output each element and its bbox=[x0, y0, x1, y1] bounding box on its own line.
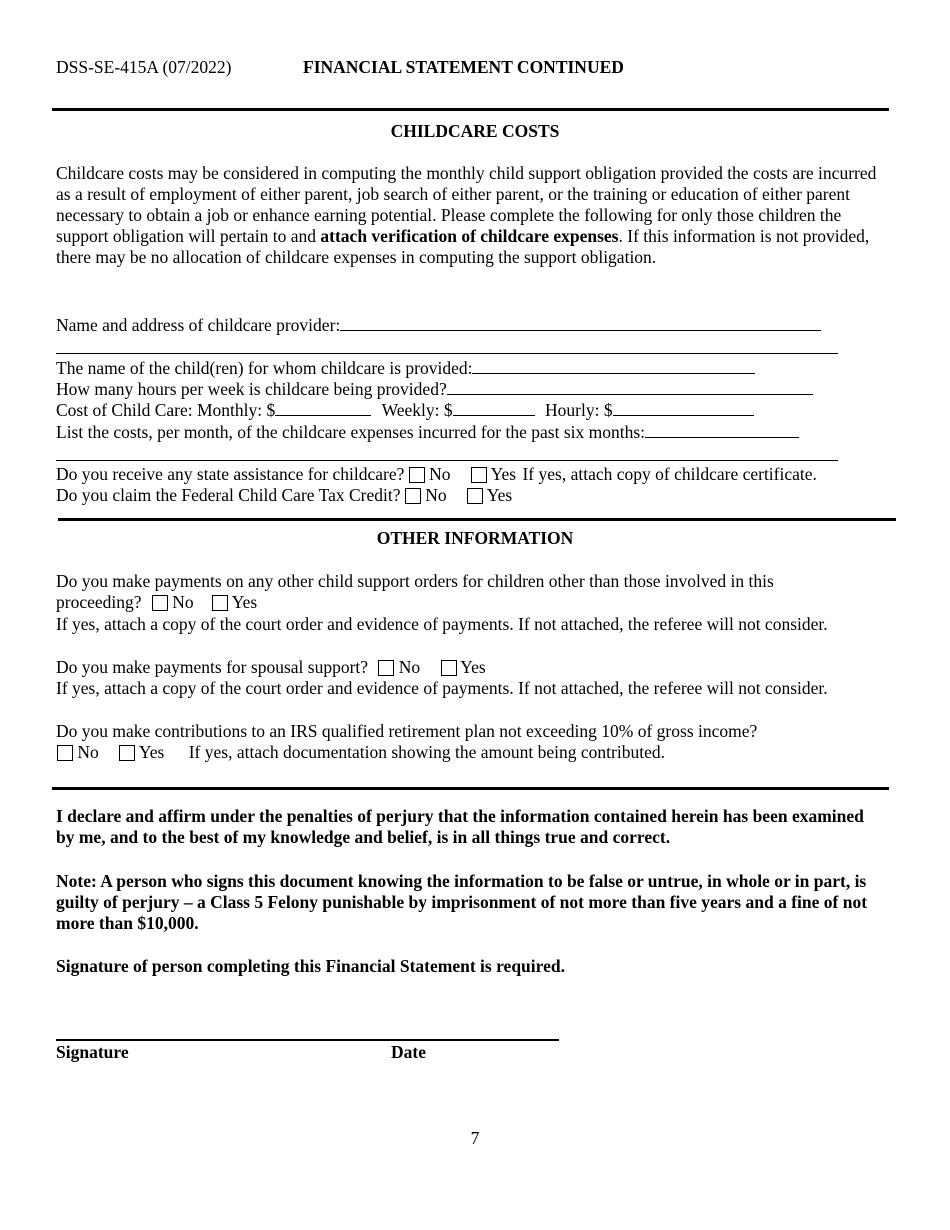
tax-credit-row bbox=[56, 485, 512, 506]
childcare-intro bbox=[56, 163, 886, 268]
spousal-note: If yes, attach a copy of the court order and evidence of payments. If not attached, the referee will not consider. bbox=[56, 678, 828, 698]
spousal-yes-checkbox[interactable] bbox=[441, 660, 457, 676]
six-months-field[interactable] bbox=[645, 421, 799, 438]
signature-label: Signature bbox=[56, 1042, 129, 1062]
six-months-row bbox=[56, 421, 799, 443]
perjury-affirmation: I declare and affirm under the penalties of perjury that the information contained herein has been examined by me, and to the best of my knowledge and belief, is in all things true and correct. bbox=[56, 806, 864, 847]
tax-credit-yes-checkbox[interactable] bbox=[467, 488, 483, 504]
other-orders-yes-checkbox[interactable] bbox=[212, 595, 228, 611]
signature-required-text: Signature of person completing this Financial Statement is required. bbox=[56, 956, 565, 976]
form-id: DSS-SE-415A (07/2022) bbox=[56, 57, 232, 77]
tax-credit-question: Do you claim the Federal Child Care Tax Credit? bbox=[56, 485, 401, 505]
state-assistance-no-checkbox[interactable] bbox=[409, 467, 425, 483]
hours-row bbox=[56, 378, 813, 400]
cost-row bbox=[56, 399, 754, 421]
state-assistance-note: If yes, attach copy of childcare certificate. bbox=[522, 464, 817, 484]
hourly-cost-field[interactable] bbox=[613, 399, 754, 416]
state-assistance-yes-label: Yes bbox=[490, 464, 517, 484]
provider-label: Name and address of childcare provider: bbox=[56, 315, 341, 335]
date-label: Date bbox=[391, 1042, 426, 1062]
retirement-question: Do you make contributions to an IRS qualified retirement plan not exceeding 10% of gross income? bbox=[56, 721, 758, 741]
other-info-divider bbox=[52, 787, 889, 790]
weekly-label: Weekly: $ bbox=[381, 400, 453, 420]
state-assistance-yes-checkbox[interactable] bbox=[471, 467, 487, 483]
tax-credit-yes-label: Yes bbox=[486, 485, 513, 505]
children-label: The name of the child(ren) for whom childcare is provided: bbox=[56, 358, 473, 378]
retirement-no-label: No bbox=[77, 742, 99, 762]
provider-row bbox=[56, 314, 821, 336]
other-orders-question-end: proceeding? bbox=[56, 592, 142, 612]
other-orders-row bbox=[56, 592, 257, 613]
other-orders-no-label: No bbox=[172, 592, 194, 612]
provider-field[interactable] bbox=[340, 314, 821, 331]
retirement-yes-label: Yes bbox=[138, 742, 165, 762]
retirement-note: If yes, attach documentation showing the amount being contributed. bbox=[188, 742, 665, 762]
childcare-intro-bold: attach verification of childcare expenses bbox=[320, 226, 619, 246]
state-assistance-question: Do you receive any state assistance for childcare? bbox=[56, 464, 405, 484]
childcare-heading: CHILDCARE COSTS bbox=[390, 121, 560, 141]
header-divider bbox=[52, 108, 889, 111]
other-orders-no-checkbox[interactable] bbox=[152, 595, 168, 611]
six-months-field-line2[interactable] bbox=[56, 460, 838, 461]
other-orders-question: Do you make payments on any other child support orders for children other than those involved in this bbox=[56, 571, 774, 591]
state-assistance-row bbox=[56, 464, 817, 485]
tax-credit-no-label: No bbox=[425, 485, 447, 505]
monthly-cost-field[interactable] bbox=[275, 399, 371, 416]
page-number: 7 bbox=[470, 1128, 480, 1148]
spousal-question: Do you make payments for spousal support? bbox=[56, 657, 369, 677]
spousal-yes-label: Yes bbox=[460, 657, 486, 677]
provider-field-line2[interactable] bbox=[56, 353, 838, 354]
hours-label: How many hours per week is childcare being provided? bbox=[56, 379, 447, 399]
weekly-cost-field[interactable] bbox=[453, 399, 535, 416]
monthly-label: Cost of Child Care: Monthly: $ bbox=[56, 400, 276, 420]
other-info-heading: OTHER INFORMATION bbox=[376, 528, 574, 548]
children-row bbox=[56, 357, 755, 379]
state-assistance-no-label: No bbox=[429, 464, 451, 484]
childcare-intro-text-b: . If this information is not provided, there may be no allocation of childcare expenses in computing the support obligation. bbox=[56, 226, 870, 267]
other-orders-note: If yes, attach a copy of the court order and evidence of payments. If not attached, the referee will not consider. bbox=[56, 614, 828, 634]
tax-credit-no-checkbox[interactable] bbox=[405, 488, 421, 504]
other-orders-yes-label: Yes bbox=[231, 592, 258, 612]
children-field[interactable] bbox=[472, 357, 755, 374]
signature-line[interactable] bbox=[56, 1039, 559, 1041]
six-months-label: List the costs, per month, of the childcare expenses incurred for the past six months: bbox=[56, 422, 646, 442]
hourly-label: Hourly: $ bbox=[545, 400, 613, 420]
retirement-yes-checkbox[interactable] bbox=[119, 745, 135, 761]
hours-field[interactable] bbox=[447, 378, 813, 395]
spousal-no-label: No bbox=[398, 657, 421, 677]
retirement-row bbox=[57, 742, 665, 763]
perjury-note: Note: A person who signs this document knowing the information to be false or untrue, in whole or in part, is guilty of perjury – a Class 5 Felony punishable by imprisonment of not more than five years and a fine of not more than $10,000. bbox=[56, 871, 868, 933]
childcare-divider bbox=[58, 518, 896, 521]
retirement-no-checkbox[interactable] bbox=[57, 745, 73, 761]
childcare-intro-text-a: Childcare costs may be considered in computing the monthly child support obligation provided the costs are incurred as a result of employment of either parent, job search of either parent, or the training or education of either parent necessary to obtain a job or enhance earning potential. Please complete the following for only those children the support obligation will pertain to and bbox=[56, 163, 877, 246]
page-title: FINANCIAL STATEMENT CONTINUED bbox=[303, 57, 624, 77]
spousal-row bbox=[56, 657, 486, 678]
spousal-no-checkbox[interactable] bbox=[378, 660, 394, 676]
